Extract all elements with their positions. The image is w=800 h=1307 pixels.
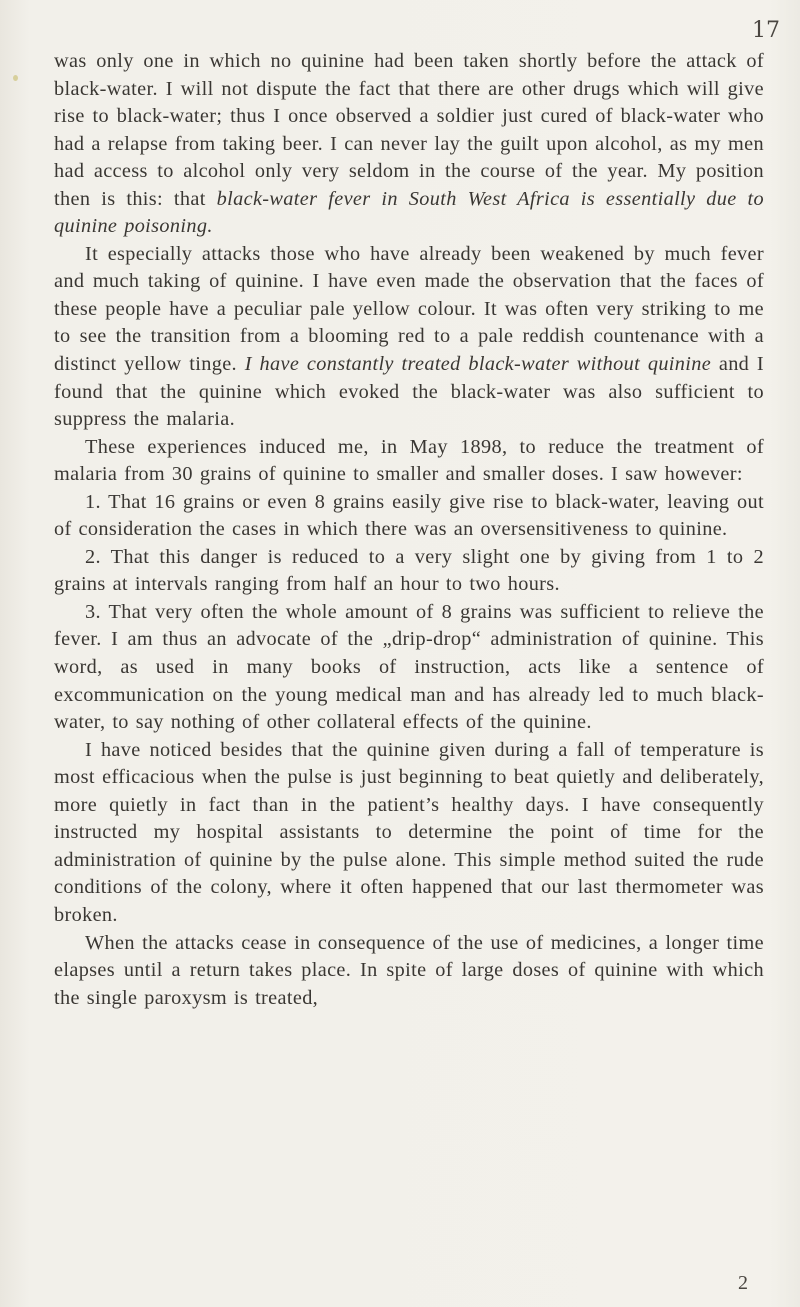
text-run: and I found that the quinine which evoked the black-water was also sufficient to suppress the malaria. [54,353,764,431]
text-run: 3. That very often the whole amount of 8 grains was sufficient to relieve the fever. I am thus an advocate of the „drip-drop“ administration of quinine. This word, as used in many books of instruction, acts like a sentence of excommunication on the young medical man and has already led to much black-water, to say nothing of other collateral effects of the quinine. [54,600,764,734]
text-run: was only one in which no quinine had been taken shortly before the attack of black-water. I will not dispute the fact that there are other drugs which will give rise to black-water; thus I once observed a soldier just cured of black-water who had a relapse from taking beer. I can never lay the guilt upon alcohol, as my men had access to alcohol only very seldom in the course of the year. My position then is this: that [54,50,764,210]
paragraph [54,241,764,434]
paragraph [54,434,764,489]
text-run: These experiences induced me, in May 1898, to reduce the treatment of malaria from 30 grains of quinine to smaller and smaller doses. I saw however: [54,435,764,486]
italic-text: black-water fever in South West Africa is essentially due to quinine poisoning. [54,187,764,238]
paragraph [54,489,764,544]
paragraph [54,48,764,241]
paper-stain [13,75,18,81]
signature-mark: 2 [738,1272,748,1294]
paragraph [54,599,764,737]
text-run: I have noticed besides that the quinine given during a fall of temperature is most efficacious when the pulse is just beginning to beat quietly and deliberately, more quietly in fact than in the patient’s healthy days. I have consequently instructed my hospital assistants to determine the point of time for the administration of quinine by the pulse alone. This simple method suited the rude conditions of the colony, where it often happened that our last thermometer was broken. [54,738,764,926]
body-text [54,48,764,1012]
text-run: 2. That this danger is reduced to a very slight one by giving from 1 to 2 grains at intervals ranging from half an hour to two hours. [54,545,764,596]
paragraph [54,544,764,599]
text-run: 1. That 16 grains or even 8 grains easily give rise to black-water, leaving out of consideration the cases in which there was an oversensitiveness to quinine. [54,490,764,541]
page-number: 17 [752,18,780,43]
paragraph [54,737,764,930]
paragraph [54,930,764,1013]
text-run: It especially attacks those who have already been weakened by much fever and much taking of quinine. I have even made the observation that the faces of these people have a peculiar pale yellow colour. It was often very striking to me to see the transition from a blooming red to a pale reddish countenance with a distinct yellow tinge. [54,242,764,376]
italic-text: I have constantly treated black-water without quinine [244,353,712,376]
text-run: When the attacks cease in consequence of the use of medicines, a longer time elapses until a return takes place. In spite of large doses of quinine with which the single paroxysm is treated, [54,931,764,1009]
